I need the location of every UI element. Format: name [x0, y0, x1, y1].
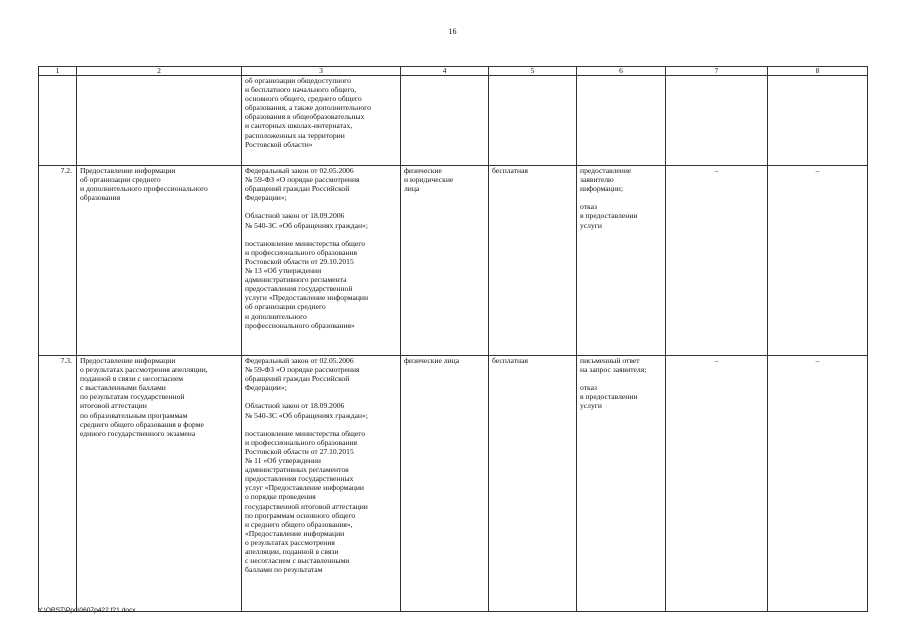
service-name-cell: [77, 76, 242, 166]
table-row: [39, 166, 868, 356]
legal-basis-cell: об организации общедоступного и бесплатного начального общего, основного общего, среднего общего образования, а также дополнительного образования в общеобразовательных и санторных школах-интернатах, расположенных на территории Ростовской области»: [242, 76, 401, 166]
column-header: 7: [666, 67, 768, 76]
fee-cell: [489, 76, 577, 166]
services-table: [38, 66, 868, 612]
column-header: 1: [39, 67, 77, 76]
row-number: [39, 76, 77, 166]
table-row: [39, 356, 868, 612]
row-number: 7.2.: [39, 166, 77, 356]
legal-basis-cell: Федеральный закон от 02.05.2006 № 59-ФЗ «О порядке рассмотрения обращений граждан Российской Федерации»; Областной закон от 18.09.2006 № 540-ЗС «Об обращениях граждан»; постановление министерства общего и профессионального образования Ростовской области от 27.10.2015 № 11 «Об утверждении административных регламентов предоставления государственных услуг «Предоставление информации о порядке проведения государственной итоговой аттестации по программам основного общего и среднего общего образования», «Предоставление информации о результатах рассмотрения апелляции, поданной в связи с несогласием с выставленными баллами по результатам: [242, 356, 401, 612]
recipients-cell: физические и юридические лица: [401, 166, 489, 356]
column-7-cell: [666, 76, 768, 166]
column-header: 5: [489, 67, 577, 76]
result-cell: письменный ответ на запрос заявителя; отказ в предоставлении услуги: [577, 356, 666, 612]
column-header: 4: [401, 67, 489, 76]
service-name-cell: Предоставление информации о результатах рассмотрения апелляции, поданной в связи с несогласием с выставленными баллами по результатам государственной итоговой аттестации по образовательным программам среднего общего образования в форме единого государственного экзамена: [77, 356, 242, 612]
recipients-cell: физические лица: [401, 356, 489, 612]
page-number: 16: [448, 27, 457, 36]
row-number: 7.3.: [39, 356, 77, 612]
column-header: 6: [577, 67, 666, 76]
recipients-cell: [401, 76, 489, 166]
column-8-cell: [768, 76, 868, 166]
column-header: 8: [768, 67, 868, 76]
column-8-cell: –: [768, 166, 868, 356]
fee-cell: бесплатная: [489, 166, 577, 356]
column-7-cell: –: [666, 166, 768, 356]
column-8-cell: –: [768, 356, 868, 612]
file-path-footer: Y:\ORST\Ppo\0607p422.f21.docx: [38, 607, 136, 614]
result-cell: [577, 76, 666, 166]
column-header: 3: [242, 67, 401, 76]
fee-cell: бесплатная: [489, 356, 577, 612]
column-7-cell: –: [666, 356, 768, 612]
column-header: 2: [77, 67, 242, 76]
service-name-cell: Предоставление информации об организации среднего и дополнительного профессионального образования: [77, 166, 242, 356]
legal-basis-cell: Федеральный закон от 02.05.2006 № 59-ФЗ «О порядке рассмотрения обращений граждан Российской Федерации»; Областной закон от 18.09.2006 № 540-ЗС «Об обращениях граждан»; постановление министерства общего и профессионального образования Ростовской области от 29.10.2015 № 13 «Об утверждении административного регламента предоставления государственной услуги «Предоставление информации об организации среднего и дополнительного профессионального образования»: [242, 166, 401, 356]
table-row: [39, 76, 868, 166]
result-cell: предоставление заявителю информации; отказ в предоставлении услуги: [577, 166, 666, 356]
column-number-row: [39, 67, 868, 76]
